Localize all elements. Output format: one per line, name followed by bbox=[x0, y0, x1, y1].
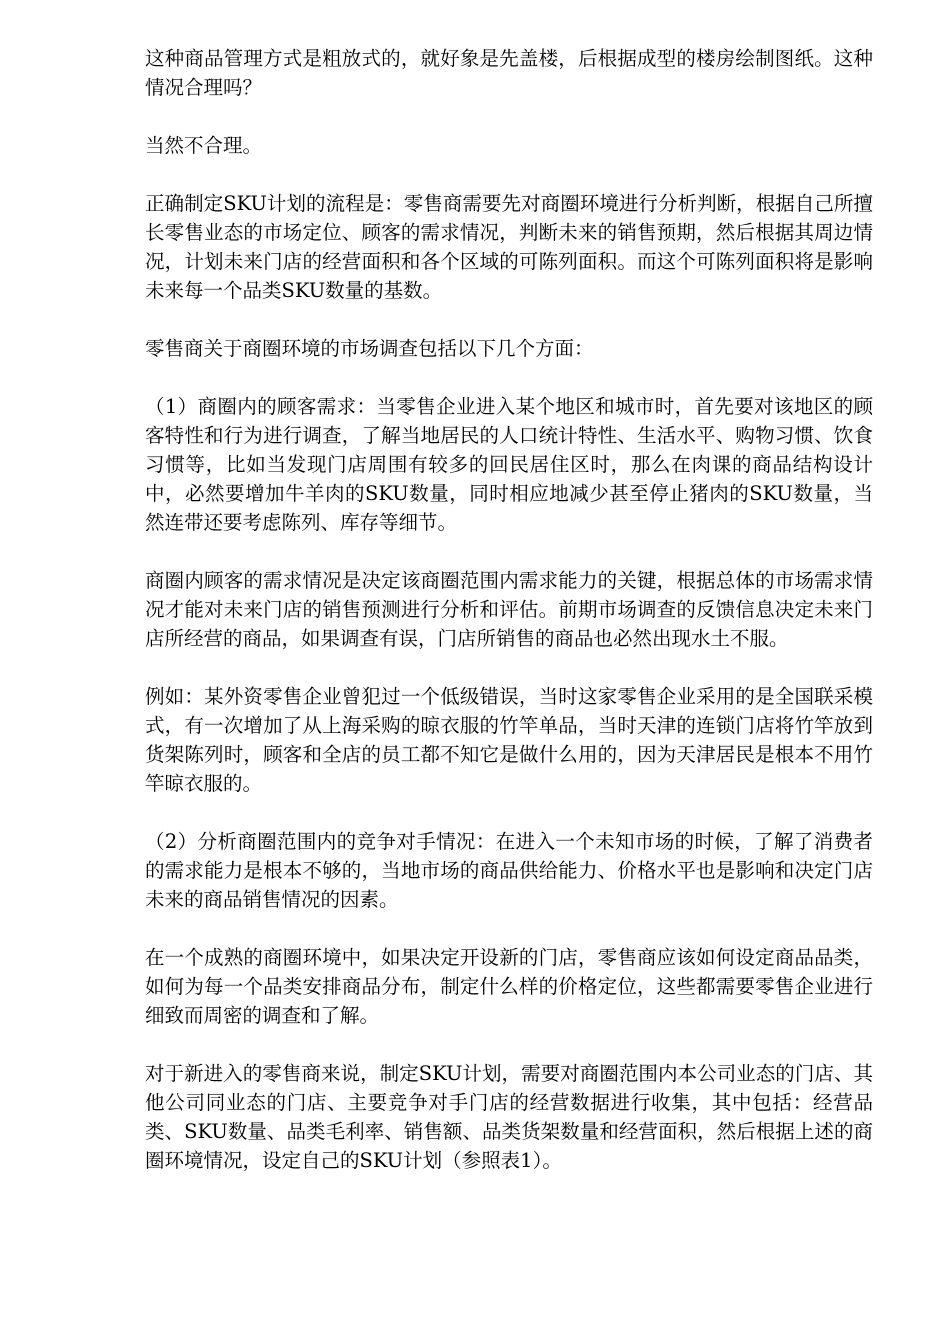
paragraph-intro-question: 这种商品管理方式是粗放式的，就好象是先盖楼，后根据成型的楼房绘制图纸。这种情况合理吗？ bbox=[145, 47, 873, 99]
paragraph-example: 例如：某外资零售企业曾犯过一个低级错误，当时这家零售企业采用的是全国联采模式，有一次增加了从上海采购的晾衣服的竹竿单品，当时天津的连锁门店将竹竿放到货架陈列时，顾客和全店的员工都不知它是做什么用的，因为天津居民是根本不用竹竿晾衣服的。 bbox=[145, 685, 873, 795]
paragraph-survey-intro: 零售商关于商圈环境的市场调查包括以下几个方面： bbox=[145, 337, 594, 360]
paragraph-answer: 当然不合理。 bbox=[145, 134, 263, 157]
paragraph-mature-market: 在一个成熟的商圈环境中，如果决定开设新的门店，零售商应该如何设定商品品类，如何为每一个品类安排商品分布，制定什么样的价格定位，这些都需要零售企业进行细致而周密的调查和了解。 bbox=[145, 946, 873, 1027]
paragraph-competitors: （2）分析商圈范围内的竞争对手情况：在进入一个未知市场的时候，了解了消费者的需求能力是根本不够的，当地市场的商品供给能力、价格水平也是影响和决定门店未来的商品销售情况的因素。 bbox=[145, 830, 873, 911]
paragraph-customer-demand: （1）商圈内的顾客需求：当零售企业进入某个地区和城市时，首先要对该地区的顾客特性和行为进行调查，了解当地居民的人口统计特性、生活水平、购物习惯、饮食习惯等，比如当发现门店周围有较多的回民居住区时，那么在肉课的商品结构设计中，必然要增加牛羊肉的SKU数量，同时相应地减少甚至停止猪肉的SKU数量，当然连带还要考虑陈列、库存等细节。 bbox=[145, 395, 873, 534]
document-body bbox=[145, 44, 873, 1175]
paragraph-sku-process: 正确制定SKU计划的流程是：零售商需要先对商圈环境进行分析判断，根据自己所擅长零售业态的市场定位、顾客的需求情况，判断未来的销售预期，然后根据其周边情况，计划未来门店的经营面积和各个区域的可陈列面积。而这个可陈列面积将是影响未来每一个品类SKU数量的基数。 bbox=[145, 192, 873, 302]
paragraph-new-retailer: 对于新进入的零售商来说，制定SKU计划，需要对商圈范围内本公司业态的门店、其他公司同业态的门店、主要竞争对手门店的经营数据进行收集，其中包括：经营品类、SKU数量、品类毛利率、销售额、品类货架数量和经营面积，然后根据上述的商圈环境情况，设定自己的SKU计划（参照表1）。 bbox=[145, 1062, 873, 1172]
paragraph-demand-analysis: 商圈内顾客的需求情况是决定该商圈范围内需求能力的关键，根据总体的市场需求情况才能对未来门店的销售预测进行分析和评估。前期市场调查的反馈信息决定未来门店所经营的商品，如果调查有误，门店所销售的商品也必然出现水土不服。 bbox=[145, 569, 873, 650]
